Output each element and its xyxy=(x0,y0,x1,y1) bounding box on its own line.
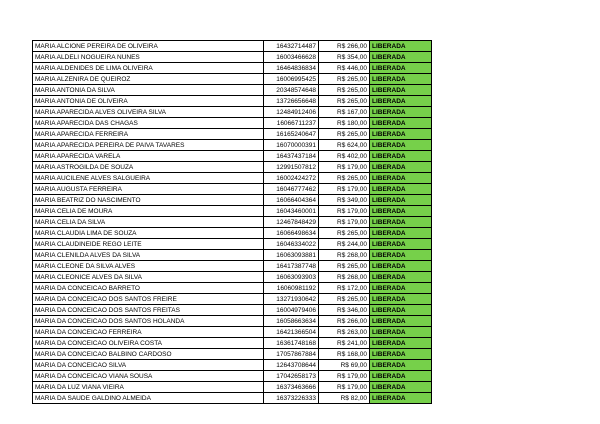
status-cell: LIBERADA xyxy=(370,162,432,173)
id-number-cell: 16165240647 xyxy=(264,129,319,140)
name-cell: MARIA CLAUDIA LIMA DE SOUZA xyxy=(33,228,264,239)
id-number-cell: 16066498634 xyxy=(264,228,319,239)
id-number-cell: 16417387748 xyxy=(264,261,319,272)
id-number-cell: 16003466628 xyxy=(264,52,319,63)
name-cell: MARIA ALDELI NOGUEIRA NUNES xyxy=(33,52,264,63)
name-cell: MARIA DA CONCEICAO DOS SANTOS FREITAS xyxy=(33,305,264,316)
name-cell: MARIA APARECIDA FERREIRA xyxy=(33,129,264,140)
status-cell: LIBERADA xyxy=(370,382,432,393)
name-cell: MARIA DA CONCEICAO FERREIRA xyxy=(33,327,264,338)
table-row xyxy=(33,382,432,393)
table-row xyxy=(33,184,432,195)
status-cell: LIBERADA xyxy=(370,217,432,228)
id-number-cell: 16004979406 xyxy=(264,305,319,316)
status-cell: LIBERADA xyxy=(370,52,432,63)
name-cell: MARIA CLAUDINEIDE REGO LEITE xyxy=(33,239,264,250)
status-cell: LIBERADA xyxy=(370,85,432,96)
amount-cell: R$ 265,00 xyxy=(319,129,370,140)
id-number-cell: 13726656648 xyxy=(264,96,319,107)
table-row xyxy=(33,74,432,85)
name-cell: MARIA DA SAUDE GALDINO ALMEIDA xyxy=(33,393,264,404)
name-cell: MARIA CELIA DA SILVA xyxy=(33,217,264,228)
name-cell: MARIA DA CONCEICAO VIANA SOUSA xyxy=(33,371,264,382)
table-row xyxy=(33,151,432,162)
id-number-cell: 16361748168 xyxy=(264,338,319,349)
id-number-cell: 16432714487 xyxy=(264,41,319,52)
id-number-cell: 16373226333 xyxy=(264,393,319,404)
name-cell: MARIA ALZENIRA DE QUEIROZ xyxy=(33,74,264,85)
table-row xyxy=(33,52,432,63)
status-cell: LIBERADA xyxy=(370,206,432,217)
status-cell: LIBERADA xyxy=(370,96,432,107)
id-number-cell: 16063093881 xyxy=(264,250,319,261)
status-cell: LIBERADA xyxy=(370,195,432,206)
status-cell: LIBERADA xyxy=(370,173,432,184)
name-cell: MARIA DA LUZ VIANA VIEIRA xyxy=(33,382,264,393)
id-number-cell: 12467848429 xyxy=(264,217,319,228)
status-cell: LIBERADA xyxy=(370,316,432,327)
amount-cell: R$ 69,00 xyxy=(319,360,370,371)
status-cell: LIBERADA xyxy=(370,184,432,195)
table-row xyxy=(33,96,432,107)
name-cell: MARIA CLEONE DA SILVA ALVES xyxy=(33,261,264,272)
table-row xyxy=(33,85,432,96)
status-cell: LIBERADA xyxy=(370,151,432,162)
amount-cell: R$ 265,00 xyxy=(319,96,370,107)
id-number-cell: 16066711237 xyxy=(264,118,319,129)
status-cell: LIBERADA xyxy=(370,272,432,283)
amount-cell: R$ 265,00 xyxy=(319,228,370,239)
table-row xyxy=(33,239,432,250)
amount-cell: R$ 265,00 xyxy=(319,294,370,305)
amount-cell: R$ 349,00 xyxy=(319,195,370,206)
table-row xyxy=(33,305,432,316)
status-cell: LIBERADA xyxy=(370,63,432,74)
table-row xyxy=(33,283,432,294)
status-cell: LIBERADA xyxy=(370,239,432,250)
id-number-cell: 16046334022 xyxy=(264,239,319,250)
status-cell: LIBERADA xyxy=(370,228,432,239)
id-number-cell: 16060981192 xyxy=(264,283,319,294)
name-cell: MARIA CELIA DE MOURA xyxy=(33,206,264,217)
id-number-cell: 16058663634 xyxy=(264,316,319,327)
amount-cell: R$ 167,00 xyxy=(319,107,370,118)
table-row xyxy=(33,217,432,228)
amount-cell: R$ 354,00 xyxy=(319,52,370,63)
name-cell: MARIA AUCILENE ALVES SALGUEIRA xyxy=(33,173,264,184)
amount-cell: R$ 179,00 xyxy=(319,382,370,393)
name-cell: MARIA APARECIDA DAS CHAGAS xyxy=(33,118,264,129)
amount-cell: R$ 265,00 xyxy=(319,261,370,272)
amount-cell: R$ 265,00 xyxy=(319,74,370,85)
amount-cell: R$ 266,00 xyxy=(319,316,370,327)
amount-cell: R$ 241,00 xyxy=(319,338,370,349)
name-cell: MARIA AUGUSTA FERREIRA xyxy=(33,184,264,195)
status-cell: LIBERADA xyxy=(370,393,432,404)
status-cell: LIBERADA xyxy=(370,250,432,261)
id-number-cell: 16046777462 xyxy=(264,184,319,195)
status-cell: LIBERADA xyxy=(370,261,432,272)
status-cell: LIBERADA xyxy=(370,74,432,85)
amount-cell: R$ 168,00 xyxy=(319,349,370,360)
table-row xyxy=(33,393,432,404)
id-number-cell: 16043460001 xyxy=(264,206,319,217)
table-row xyxy=(33,140,432,151)
table-row xyxy=(33,327,432,338)
table-row xyxy=(33,250,432,261)
id-number-cell: 12643708644 xyxy=(264,360,319,371)
name-cell: MARIA ALCIONE PEREIRA DE OLIVEIRA xyxy=(33,41,264,52)
id-number-cell: 12991507812 xyxy=(264,162,319,173)
table-row xyxy=(33,162,432,173)
status-cell: LIBERADA xyxy=(370,371,432,382)
amount-cell: R$ 268,00 xyxy=(319,272,370,283)
status-cell: LIBERADA xyxy=(370,283,432,294)
id-number-cell: 16421366504 xyxy=(264,327,319,338)
amount-cell: R$ 172,00 xyxy=(319,283,370,294)
table-row xyxy=(33,261,432,272)
id-number-cell: 20348574648 xyxy=(264,85,319,96)
table-body xyxy=(33,41,432,404)
id-number-cell: 16002424272 xyxy=(264,173,319,184)
amount-cell: R$ 268,00 xyxy=(319,250,370,261)
table-row xyxy=(33,294,432,305)
id-number-cell: 17057867884 xyxy=(264,349,319,360)
id-number-cell: 12484912406 xyxy=(264,107,319,118)
status-cell: LIBERADA xyxy=(370,338,432,349)
name-cell: MARIA CLEONICE ALVES DA SILVA xyxy=(33,272,264,283)
id-number-cell: 13271930642 xyxy=(264,294,319,305)
name-cell: MARIA DA CONCEICAO OLIVEIRA COSTA xyxy=(33,338,264,349)
table-row xyxy=(33,107,432,118)
table-row xyxy=(33,195,432,206)
status-cell: LIBERADA xyxy=(370,140,432,151)
table-row xyxy=(33,338,432,349)
status-cell: LIBERADA xyxy=(370,294,432,305)
table-row xyxy=(33,360,432,371)
status-cell: LIBERADA xyxy=(370,41,432,52)
spreadsheet-table xyxy=(32,40,432,404)
table-row xyxy=(33,173,432,184)
table-row xyxy=(33,63,432,74)
name-cell: MARIA DA CONCEICAO BALBINO CARDOSO xyxy=(33,349,264,360)
status-cell: LIBERADA xyxy=(370,349,432,360)
id-number-cell: 16063093903 xyxy=(264,272,319,283)
amount-cell: R$ 179,00 xyxy=(319,371,370,382)
name-cell: MARIA ANTONIA DA SILVA xyxy=(33,85,264,96)
table-row xyxy=(33,228,432,239)
amount-cell: R$ 446,00 xyxy=(319,63,370,74)
table-row xyxy=(33,206,432,217)
amount-cell: R$ 179,00 xyxy=(319,206,370,217)
amount-cell: R$ 402,00 xyxy=(319,151,370,162)
amount-cell: R$ 624,00 xyxy=(319,140,370,151)
id-number-cell: 16006995425 xyxy=(264,74,319,85)
table-row xyxy=(33,41,432,52)
status-cell: LIBERADA xyxy=(370,360,432,371)
status-cell: LIBERADA xyxy=(370,129,432,140)
amount-cell: R$ 180,00 xyxy=(319,118,370,129)
table-row xyxy=(33,272,432,283)
name-cell: MARIA DA CONCEICAO BARRETO xyxy=(33,283,264,294)
name-cell: MARIA ANTONIA DE OLIVEIRA xyxy=(33,96,264,107)
table-row xyxy=(33,316,432,327)
amount-cell: R$ 179,00 xyxy=(319,217,370,228)
amount-cell: R$ 82,00 xyxy=(319,393,370,404)
id-number-cell: 16070000391 xyxy=(264,140,319,151)
status-cell: LIBERADA xyxy=(370,107,432,118)
amount-cell: R$ 263,00 xyxy=(319,327,370,338)
table-row xyxy=(33,118,432,129)
amount-cell: R$ 179,00 xyxy=(319,162,370,173)
table-row xyxy=(33,349,432,360)
amount-cell: R$ 265,00 xyxy=(319,85,370,96)
id-number-cell: 16373463666 xyxy=(264,382,319,393)
name-cell: MARIA DA CONCEICAO DOS SANTOS HOLANDA xyxy=(33,316,264,327)
id-number-cell: 17042658173 xyxy=(264,371,319,382)
table-row xyxy=(33,371,432,382)
name-cell: MARIA BEATRIZ DO NASCIMENTO xyxy=(33,195,264,206)
table-row xyxy=(33,129,432,140)
amount-cell: R$ 179,00 xyxy=(319,184,370,195)
name-cell: MARIA APARECIDA VARELA xyxy=(33,151,264,162)
status-cell: LIBERADA xyxy=(370,305,432,316)
name-cell: MARIA ALDENIDES DE LIMA OLIVEIRA xyxy=(33,63,264,74)
id-number-cell: 16066404364 xyxy=(264,195,319,206)
id-number-cell: 16464836834 xyxy=(264,63,319,74)
name-cell: MARIA CLENILDA ALVES DA SILVA xyxy=(33,250,264,261)
name-cell: MARIA APARECIDA PEREIRA DE PAIVA TAVARES xyxy=(33,140,264,151)
name-cell: MARIA ASTROGILDA DE SOUZA xyxy=(33,162,264,173)
id-number-cell: 16437437184 xyxy=(264,151,319,162)
status-cell: LIBERADA xyxy=(370,118,432,129)
amount-cell: R$ 265,00 xyxy=(319,173,370,184)
amount-cell: R$ 346,00 xyxy=(319,305,370,316)
amount-cell: R$ 266,00 xyxy=(319,41,370,52)
name-cell: MARIA APARECIDA ALVES OLIVEIRA SILVA xyxy=(33,107,264,118)
name-cell: MARIA DA CONCEICAO DOS SANTOS FREIRE xyxy=(33,294,264,305)
status-cell: LIBERADA xyxy=(370,327,432,338)
amount-cell: R$ 244,00 xyxy=(319,239,370,250)
name-cell: MARIA DA CONCEICAO SILVA xyxy=(33,360,264,371)
